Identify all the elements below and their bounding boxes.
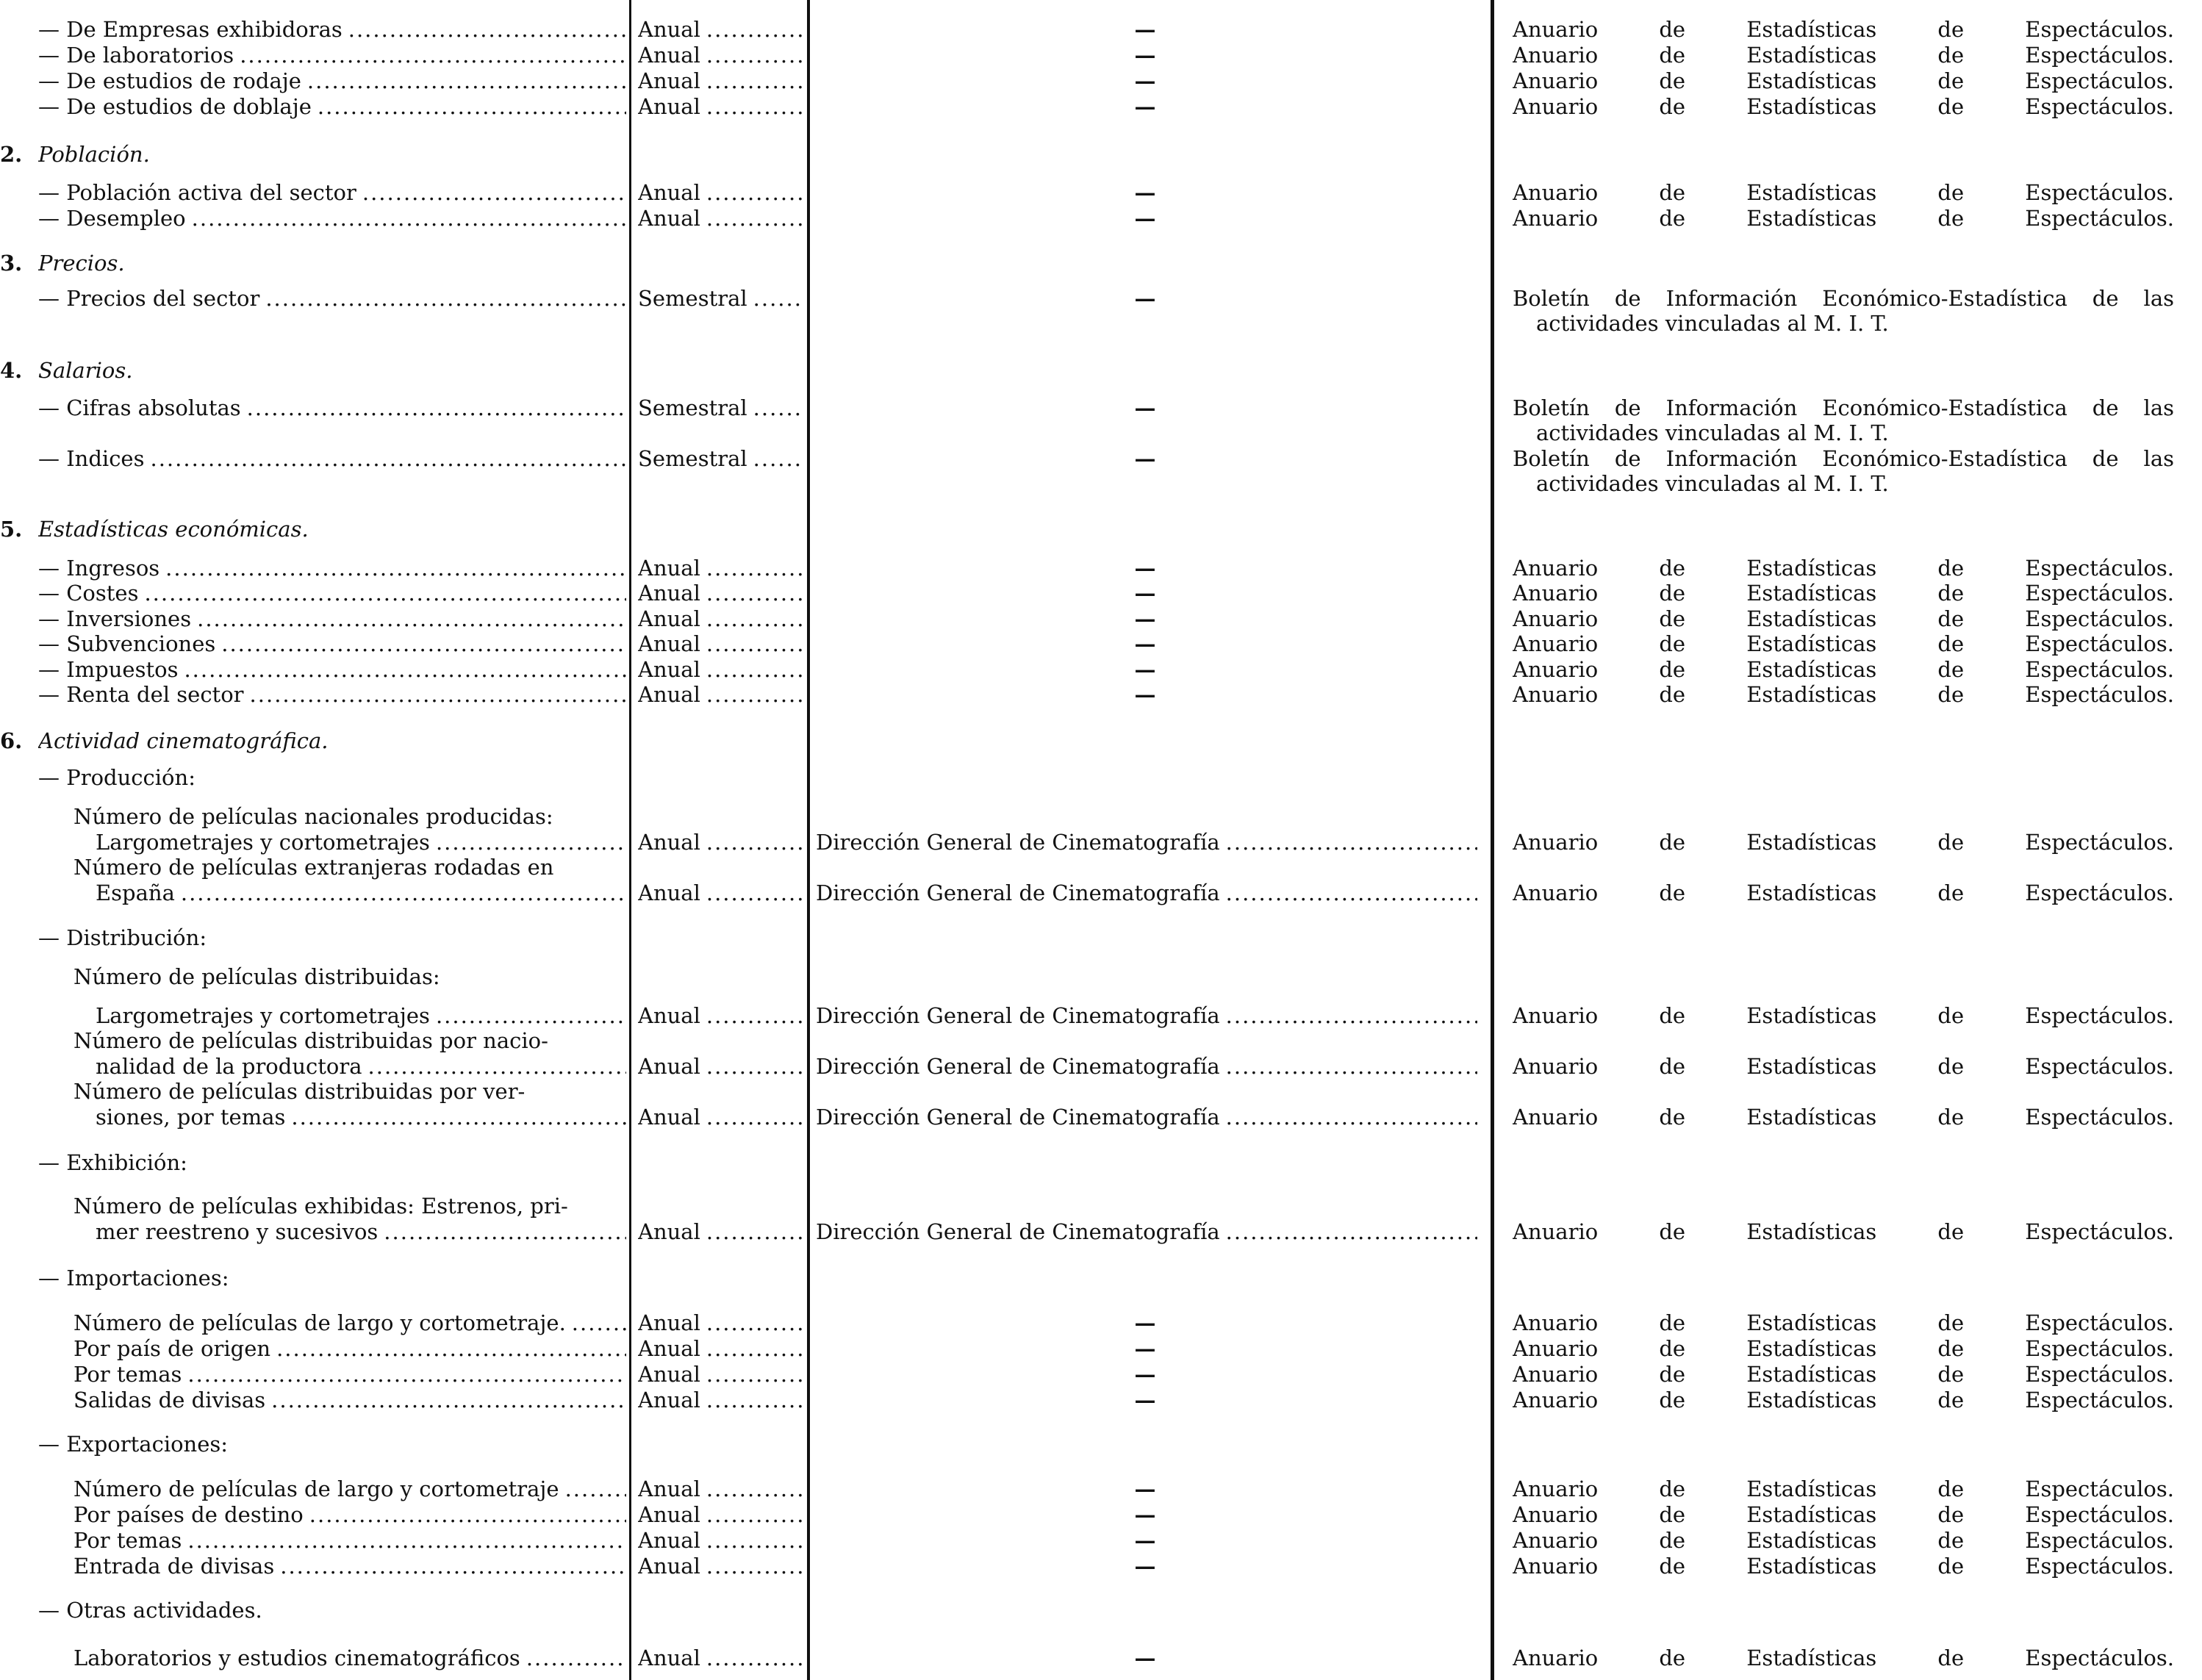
- publication-cell: Anuario de Estadísticas de Espectáculos.: [1513, 682, 2174, 707]
- periodicity-cell: Anual .....: [638, 68, 803, 94]
- item-cell: siones, por temas .....: [96, 1104, 626, 1130]
- source-cell: Dirección General de Cinematografía .....: [816, 1104, 1477, 1130]
- source-cell: —: [1134, 43, 1156, 68]
- periodicity-cell: Anual .....: [638, 1104, 803, 1130]
- source-cell: —: [1134, 17, 1156, 42]
- item-cell: Por países de destino .....: [73, 1501, 626, 1528]
- table-row: [0, 42, 2202, 68]
- section-heading: [0, 141, 2202, 168]
- publication-cell: Anuario de Estadísticas de Espectáculos.: [1513, 631, 2174, 656]
- item-cell: — De Empresas exhibidoras .....: [38, 16, 626, 43]
- table-row: [0, 1361, 2202, 1388]
- publication-cell: Boletín de Información Económico-Estadística de las: [1513, 395, 2174, 420]
- table-row: [0, 681, 2202, 708]
- item-cell: Número de películas de largo y cortometraje .....: [73, 1476, 626, 1502]
- table-row: [0, 395, 2202, 421]
- periodicity-cell: Semestral .....: [638, 285, 803, 312]
- periodicity-cell: Anual .....: [638, 16, 803, 43]
- section-title: Actividad cinematográfica.: [38, 728, 329, 753]
- item-cell: Número de películas exhibidas: Estrenos, pri-: [73, 1193, 568, 1218]
- publication-cell: Anuario de Estadísticas de Espectáculos.: [1513, 1003, 2174, 1028]
- table-row: [0, 606, 2202, 632]
- periodicity-cell: Anual .....: [638, 1310, 803, 1336]
- publication-cell-continued: actividades vinculadas al M. I. T.: [1536, 420, 1889, 445]
- periodicity-cell: Anual .....: [638, 631, 803, 657]
- table-row: [0, 68, 2202, 94]
- table-row: [0, 1527, 2202, 1554]
- source-cell: —: [1134, 1528, 1156, 1553]
- item-cell: Número de películas de largo y cortometraje. .....: [73, 1310, 626, 1336]
- item-cell: Número de películas distribuidas por ver-: [73, 1079, 526, 1104]
- item-cell: Por temas .....: [73, 1361, 626, 1388]
- source-cell: —: [1134, 657, 1156, 682]
- section-number: 3.: [0, 251, 23, 276]
- item-cell: Entrada de divisas .....: [73, 1553, 626, 1579]
- periodicity-cell: Anual .....: [638, 681, 803, 708]
- item-cell: Número de películas distribuidas por nacio-: [73, 1028, 548, 1053]
- table-row: [0, 205, 2202, 231]
- table-row-label: [0, 1027, 2202, 1054]
- subsection-title: — Exhibición:: [38, 1150, 187, 1175]
- table-row: [0, 1501, 2202, 1528]
- table-row: [0, 16, 2202, 43]
- periodicity-cell: Anual .....: [638, 42, 803, 68]
- table-row: [0, 1476, 2202, 1502]
- source-cell: —: [1134, 1476, 1156, 1501]
- item-cell: — Renta del sector .....: [38, 681, 626, 708]
- item-cell: — Ingresos .....: [38, 555, 626, 581]
- publication-cell: Anuario de Estadísticas de Espectáculos.: [1513, 206, 2174, 231]
- item-cell: nalidad de la productora .....: [96, 1053, 626, 1080]
- table-row-continuation: [0, 420, 2202, 446]
- publication-cell: Anuario de Estadísticas de Espectáculos.: [1513, 1105, 2174, 1130]
- publication-cell: Anuario de Estadísticas de Espectáculos.: [1513, 180, 2174, 205]
- publication-cell-continued: actividades vinculadas al M. I. T.: [1536, 311, 1889, 336]
- table-row-label: [0, 1078, 2202, 1105]
- item-cell: — Indices .....: [38, 445, 626, 472]
- table-row: [0, 880, 2202, 906]
- publication-cell: Anuario de Estadísticas de Espectáculos.: [1513, 1645, 2174, 1670]
- item-cell: — De estudios de rodaje .....: [38, 68, 626, 94]
- periodicity-cell: Anual .....: [638, 555, 803, 581]
- periodicity-cell: Semestral .....: [638, 445, 803, 472]
- publication-cell: Anuario de Estadísticas de Espectáculos.: [1513, 657, 2174, 682]
- item-cell: — Impuestos .....: [38, 656, 626, 683]
- publication-cell: Anuario de Estadísticas de Espectáculos.: [1513, 1054, 2174, 1079]
- table-row: [0, 179, 2202, 206]
- item-cell: Por país de origen .....: [73, 1335, 626, 1362]
- table-row: [0, 445, 2202, 472]
- table-row: [0, 656, 2202, 683]
- source-cell: —: [1134, 1310, 1156, 1335]
- source-cell: —: [1134, 286, 1156, 311]
- table-row: [0, 1053, 2202, 1080]
- periodicity-cell: Anual .....: [638, 829, 803, 855]
- publication-cell: Anuario de Estadísticas de Espectáculos.: [1513, 1554, 2174, 1579]
- periodicity-cell: Anual .....: [638, 1002, 803, 1029]
- source-cell: —: [1134, 631, 1156, 656]
- source-cell: —: [1134, 581, 1156, 606]
- source-cell: Dirección General de Cinematografía .....: [816, 880, 1477, 906]
- publication-cell: Anuario de Estadísticas de Espectáculos.: [1513, 1502, 2174, 1527]
- periodicity-cell: Anual .....: [638, 1053, 803, 1080]
- source-cell: Dirección General de Cinematografía .....: [816, 1218, 1477, 1245]
- item-cell: — Población activa del sector .....: [38, 179, 626, 206]
- item-cell: Número de películas distribuidas:: [73, 964, 440, 989]
- item-cell: — De estudios de doblaje .....: [38, 93, 626, 120]
- publication-cell: Anuario de Estadísticas de Espectáculos.: [1513, 1476, 2174, 1501]
- source-cell: —: [1134, 395, 1156, 420]
- source-cell: —: [1134, 682, 1156, 707]
- source-cell: —: [1134, 556, 1156, 581]
- table-row-continuation: [0, 310, 2202, 337]
- source-cell: Dirección General de Cinematografía .....: [816, 1002, 1477, 1029]
- section-heading: [0, 250, 2202, 276]
- periodicity-cell: Anual .....: [638, 1501, 803, 1528]
- item-cell: — Desempleo .....: [38, 205, 626, 231]
- subsection-heading: [0, 1597, 2202, 1623]
- publication-cell: Anuario de Estadísticas de Espectáculos.: [1513, 830, 2174, 855]
- section-heading: [0, 516, 2202, 542]
- publication-cell: Anuario de Estadísticas de Espectáculos.: [1513, 1219, 2174, 1244]
- table-row-continuation: [0, 470, 2202, 497]
- item-cell: — Cifras absolutas .....: [38, 395, 626, 421]
- publication-cell: Anuario de Estadísticas de Espectáculos.: [1513, 1362, 2174, 1387]
- subsection-heading: [0, 925, 2202, 951]
- source-cell: —: [1134, 1554, 1156, 1579]
- subsection-heading: [0, 764, 2202, 791]
- periodicity-cell: Anual .....: [638, 1527, 803, 1554]
- periodicity-cell: Anual .....: [638, 1387, 803, 1413]
- source-cell: —: [1134, 68, 1156, 93]
- table-row: [0, 1310, 2202, 1336]
- periodicity-cell: Anual .....: [638, 606, 803, 632]
- table-row: [0, 1218, 2202, 1245]
- publication-cell: Anuario de Estadísticas de Espectáculos.: [1513, 556, 2174, 581]
- publication-cell: Anuario de Estadísticas de Espectáculos.: [1513, 94, 2174, 119]
- table-row: [0, 829, 2202, 855]
- publication-cell: Anuario de Estadísticas de Espectáculos.: [1513, 606, 2174, 631]
- publication-cell: Anuario de Estadísticas de Espectáculos.: [1513, 1388, 2174, 1412]
- source-cell: —: [1134, 206, 1156, 231]
- table-row: [0, 1002, 2202, 1029]
- item-cell: — Precios del sector .....: [38, 285, 626, 312]
- table-row-label: [0, 1193, 2202, 1219]
- table-row: [0, 1104, 2202, 1130]
- section-number: 6.: [0, 728, 23, 753]
- item-cell: — Subvenciones .....: [38, 631, 626, 657]
- subsection-title: — Importaciones:: [38, 1266, 229, 1290]
- source-cell: Dirección General de Cinematografía .....: [816, 829, 1477, 855]
- section-number: 4.: [0, 358, 23, 383]
- publication-cell-continued: actividades vinculadas al M. I. T.: [1536, 471, 1889, 496]
- periodicity-cell: Semestral .....: [638, 395, 803, 421]
- publication-cell: Anuario de Estadísticas de Espectáculos.: [1513, 1336, 2174, 1361]
- item-cell: Salidas de divisas .....: [73, 1387, 626, 1413]
- periodicity-cell: Anual .....: [638, 1553, 803, 1579]
- table-row: [0, 1553, 2202, 1579]
- periodicity-cell: Anual .....: [638, 93, 803, 120]
- source-cell: —: [1134, 94, 1156, 119]
- publication-cell: Boletín de Información Económico-Estadística de las: [1513, 286, 2174, 311]
- periodicity-cell: Anual .....: [638, 1476, 803, 1502]
- section-title: Población.: [38, 142, 150, 167]
- periodicity-cell: Anual .....: [638, 179, 803, 206]
- periodicity-cell: Anual .....: [638, 1361, 803, 1388]
- periodicity-cell: Anual .....: [638, 1218, 803, 1245]
- source-cell: —: [1134, 1362, 1156, 1387]
- table-row: [0, 1645, 2202, 1671]
- subsection-title: — Producción:: [38, 765, 196, 790]
- table-row-label: [0, 963, 2202, 990]
- periodicity-cell: Anual .....: [638, 205, 803, 231]
- publication-cell: Anuario de Estadísticas de Espectáculos.: [1513, 1310, 2174, 1335]
- publication-cell: Boletín de Información Económico-Estadística de las: [1513, 446, 2174, 471]
- item-cell: Laboratorios y estudios cinematográficos .....: [73, 1645, 626, 1671]
- item-cell: Por temas .....: [73, 1527, 626, 1554]
- publication-cell: Anuario de Estadísticas de Espectáculos.: [1513, 581, 2174, 606]
- table-row: [0, 93, 2202, 120]
- subsection-heading: [0, 1149, 2202, 1176]
- table-row: [0, 1335, 2202, 1362]
- subsection-heading: [0, 1265, 2202, 1291]
- periodicity-cell: Anual .....: [638, 880, 803, 906]
- table-row: [0, 580, 2202, 606]
- periodicity-cell: Anual .....: [638, 1335, 803, 1362]
- periodicity-cell: Anual .....: [638, 1645, 803, 1671]
- item-cell: España .....: [96, 880, 626, 906]
- subsection-heading: [0, 1431, 2202, 1457]
- item-cell: — Inversiones .....: [38, 606, 626, 632]
- section-heading: [0, 728, 2202, 754]
- periodicity-cell: Anual .....: [638, 656, 803, 683]
- subsection-title: — Otras actividades.: [38, 1598, 262, 1623]
- source-cell: —: [1134, 1388, 1156, 1412]
- publication-cell: Anuario de Estadísticas de Espectáculos.: [1513, 68, 2174, 93]
- item-cell: Largometrajes y cortometrajes .....: [96, 1002, 626, 1029]
- table-row: [0, 555, 2202, 581]
- source-cell: Dirección General de Cinematografía .....: [816, 1053, 1477, 1080]
- periodicity-cell: Anual .....: [638, 580, 803, 606]
- table-row: [0, 631, 2202, 657]
- subsection-title: — Distribución:: [38, 925, 207, 950]
- section-title: Salarios.: [38, 358, 133, 383]
- source-cell: —: [1134, 606, 1156, 631]
- publication-cell: Anuario de Estadísticas de Espectáculos.: [1513, 43, 2174, 68]
- table-row-label: [0, 803, 2202, 830]
- item-cell: Número de películas extranjeras rodadas en: [73, 855, 554, 880]
- item-cell: — De laboratorios .....: [38, 42, 626, 68]
- source-cell: —: [1134, 1645, 1156, 1670]
- item-cell: Largometrajes y cortometrajes .....: [96, 829, 626, 855]
- section-number: 2.: [0, 142, 23, 167]
- section-title: Estadísticas económicas.: [38, 517, 309, 542]
- publication-cell: Anuario de Estadísticas de Espectáculos.: [1513, 880, 2174, 905]
- table-row: [0, 1387, 2202, 1413]
- table-row-label: [0, 854, 2202, 880]
- subsection-title: — Exportaciones:: [38, 1432, 229, 1457]
- source-cell: —: [1134, 1336, 1156, 1361]
- section-number: 5.: [0, 517, 23, 542]
- item-cell: Número de películas nacionales producidas:: [73, 804, 553, 829]
- section-title: Precios.: [38, 251, 125, 276]
- source-cell: —: [1134, 446, 1156, 471]
- item-cell: mer reestreno y sucesivos .....: [96, 1218, 626, 1245]
- section-heading: [0, 357, 2202, 384]
- item-cell: — Costes .....: [38, 580, 626, 606]
- source-cell: —: [1134, 180, 1156, 205]
- publication-cell: Anuario de Estadísticas de Espectáculos.: [1513, 1528, 2174, 1553]
- table-row: [0, 285, 2202, 312]
- source-cell: —: [1134, 1502, 1156, 1527]
- publication-cell: Anuario de Estadísticas de Espectáculos.: [1513, 17, 2174, 42]
